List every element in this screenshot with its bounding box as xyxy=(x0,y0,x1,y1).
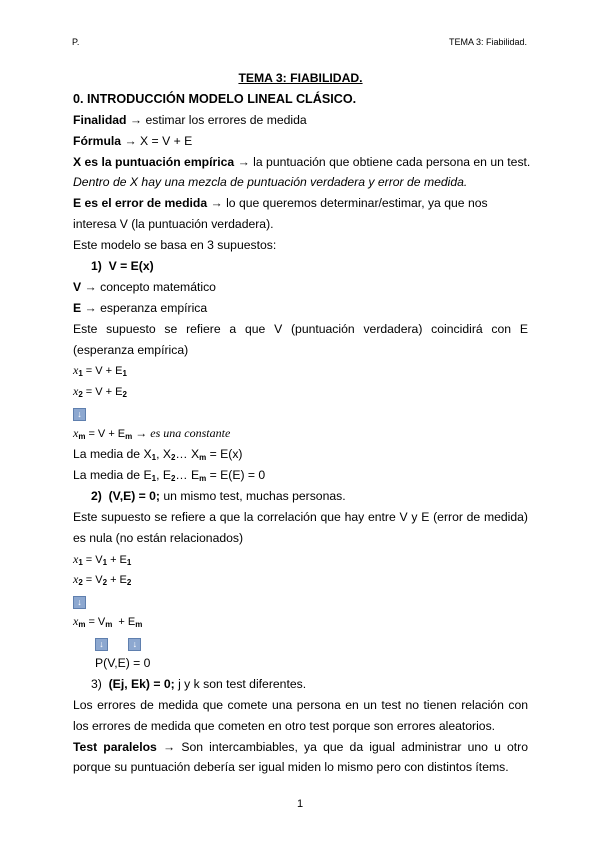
supuesto-3-text-1: Los errores de medida que comete una persona en un test no tienen relación con xyxy=(73,697,528,712)
section-heading: 0. INTRODUCCIÓN MODELO LINEAL CLÁSICO. xyxy=(73,91,357,106)
e-term: E xyxy=(73,300,82,315)
x-note: Dentro de X hay una mezcla de puntuación verdadera y error de medida. xyxy=(73,175,468,190)
document-title: TEMA 3: FIABILIDAD. xyxy=(238,71,363,85)
model-intro: Este modelo se basa en 3 supuestos: xyxy=(73,238,277,253)
formula-term: Fórmula xyxy=(73,133,122,148)
header-left: P. xyxy=(72,37,80,47)
e-text: esperanza empírica xyxy=(100,300,208,315)
finalidad-line xyxy=(73,110,528,131)
supuesto-3 xyxy=(73,674,528,695)
page-number: 1 xyxy=(296,798,304,810)
arrow-down-icon: ↓ xyxy=(73,596,86,609)
e-definition-text-1: lo que queremos determinar/estimar, ya que nos xyxy=(226,196,488,211)
arrow-right-icon: → xyxy=(84,300,97,315)
finalidad-term: Finalidad xyxy=(73,112,127,127)
e-definition-text-2: interesa V (la puntuación verdadera). xyxy=(73,217,274,232)
supuesto-1 xyxy=(73,256,528,277)
equation-xm: $x_m = V + E_m$ → es una constante xyxy=(73,426,231,442)
x-definition-term: X es la puntuación empírica xyxy=(73,154,235,169)
equation-x2-v2: $x_2 = V_2 + E_2$ xyxy=(73,572,132,588)
paralelos-text-2: porque su puntuación debería ser igual miden lo mismo pero con distintos ítems. xyxy=(73,760,509,775)
arrow-right-icon: → xyxy=(129,112,143,127)
supuesto-3-text: j y k son test diferentes. xyxy=(178,676,307,691)
equation-xm-vm: $x_m = V_m + E_m$ xyxy=(73,614,143,630)
equation-x1-v1: $x_1 = V_1 + E_1$ xyxy=(73,551,132,567)
supuesto-1-num: 1) xyxy=(91,259,102,274)
arrow-row-3 xyxy=(73,632,528,653)
arrow-down-icon: ↓ xyxy=(95,638,108,651)
e-definition-line xyxy=(73,193,528,214)
arrow-right-icon: → xyxy=(237,154,250,169)
paralelos-line-1 xyxy=(73,737,528,758)
supuesto-2 xyxy=(73,486,528,507)
arrow-row-1 xyxy=(73,402,528,423)
arrow-right-icon: → xyxy=(124,133,137,148)
v-term: V xyxy=(73,279,82,294)
supuesto-2-num: 2) xyxy=(91,488,102,503)
media-x-line: La media de $X_1$, $X_2\dots$ $X_m = E(x)$ xyxy=(73,447,243,463)
media-e-line: La media de $E_1$, $E_2\dots$ $E_m = E(E) = 0$ xyxy=(73,467,266,483)
supuesto-3-num: 3) xyxy=(91,676,102,691)
arrow-right-icon: → xyxy=(162,739,176,754)
supuesto-1-text-2: (esperanza empírica) xyxy=(73,342,189,357)
x-definition-text: la puntuación que obtiene cada persona en un test. xyxy=(253,154,531,169)
arrow-right-icon: → xyxy=(84,279,97,294)
x-definition-line xyxy=(73,152,531,173)
supuesto-2-text: un mismo test, muchas personas. xyxy=(163,488,346,503)
supuesto-3-label: (Ej, Ek) = 0; xyxy=(108,676,175,691)
supuesto-2-label: (V,E) = 0; xyxy=(108,488,160,503)
formula-text: X = V + E xyxy=(140,133,193,148)
p-equation: P(V,E) = 0 xyxy=(95,655,151,670)
supuesto-1-label: V = E(x) xyxy=(108,259,154,274)
equation-x1: $x_1 = V + E_1$ xyxy=(73,363,127,379)
v-text: concepto matemático xyxy=(100,279,216,294)
supuesto-2-text-2: es nula (no están relacionados) xyxy=(73,530,244,545)
e-empirica-line xyxy=(73,298,528,319)
document-body xyxy=(73,68,531,778)
supuesto-2-text-1: Este supuesto se refiere a que la correlación que hay entre V y E (error de medida) xyxy=(73,509,528,524)
arrow-down-icon: ↓ xyxy=(73,408,86,421)
arrow-right-icon: → xyxy=(210,196,223,211)
equation-x2: $x_2 = V + E_2$ xyxy=(73,384,127,400)
arrow-row-2 xyxy=(73,590,528,611)
e-definition-term: E es el error de medida xyxy=(73,196,208,211)
v-definition-line xyxy=(73,277,528,298)
supuesto-1-text-1: Este supuesto se refiere a que V (puntuación verdadera) coincidirá con E xyxy=(73,321,528,336)
finalidad-text: estimar los errores de medida xyxy=(145,112,307,127)
arrow-down-icon: ↓ xyxy=(128,638,141,651)
header-right: TEMA 3: Fiabilidad. xyxy=(448,37,527,47)
supuesto-3-text-2: los errores de medida que cometen en otro test porque son errores aleatorios. xyxy=(73,718,496,733)
paralelos-text-1: Son intercambiables, ya que da igual administrar uno u otro xyxy=(181,739,528,754)
paralelos-term: Test paralelos xyxy=(73,739,157,754)
equation-xm-note: → es una constante xyxy=(135,426,231,441)
formula-line xyxy=(73,131,528,152)
